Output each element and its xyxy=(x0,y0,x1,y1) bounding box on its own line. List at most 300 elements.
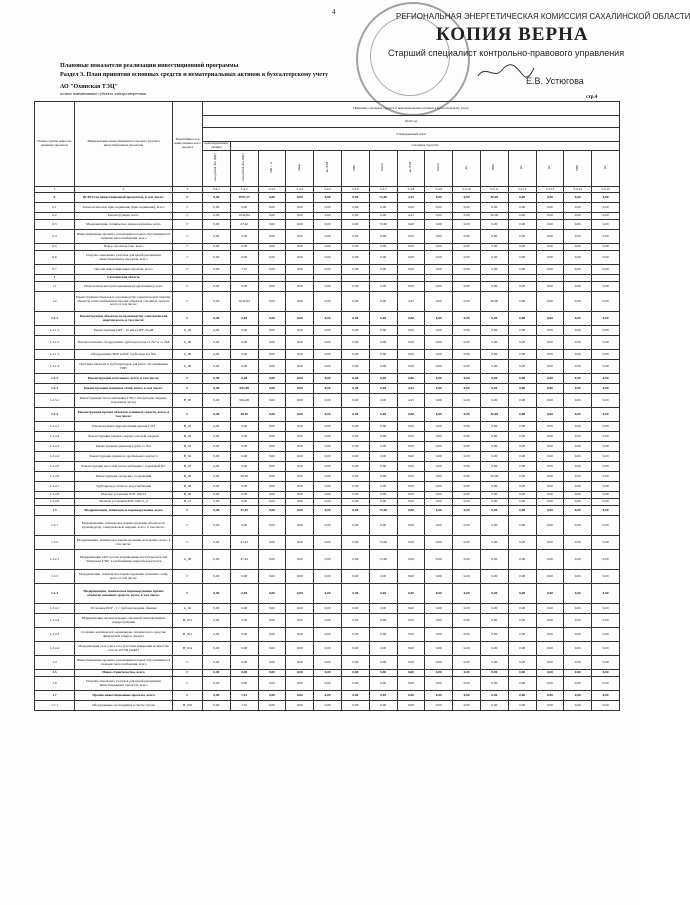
row-value: 0,00 xyxy=(286,656,314,670)
header-intangible: нематериальные активы xyxy=(203,142,231,151)
row-value: 47,42 xyxy=(230,536,258,550)
row-value: 0,00 xyxy=(425,462,453,472)
row-value: 0,00 xyxy=(425,452,453,462)
row-value: 0,00 xyxy=(286,506,314,516)
row-value: 0,00 xyxy=(592,499,620,506)
row-project-id: Г xyxy=(173,677,203,691)
row-value: 0,00 xyxy=(230,360,258,374)
row-value: 0,00 xyxy=(397,220,425,230)
row-value: 0,00 xyxy=(314,350,342,360)
row-project-id: Г xyxy=(173,193,203,203)
row-value: 0,00 xyxy=(286,312,314,326)
column-index: 5.4.1 xyxy=(203,187,231,193)
header-unit-label: МВт xyxy=(352,164,357,171)
row-project-name: Установка РОУ - 1 с трубопроводами обвязки xyxy=(75,604,173,614)
row-value: 994,48 xyxy=(230,394,258,408)
row-value: 0,00 xyxy=(480,506,508,516)
table-row xyxy=(35,677,620,691)
row-value: 0,00 xyxy=(258,350,286,360)
row-value: 0,00 xyxy=(425,312,453,326)
row-project-id: H_02 xyxy=(173,422,203,432)
row-value: 0,00 xyxy=(480,482,508,492)
row-project-id: G_06 xyxy=(173,350,203,360)
row-value: 0,00 xyxy=(286,213,314,220)
table-row xyxy=(35,536,620,550)
row-number: 1.3.1 xyxy=(35,516,75,536)
row-value: 0,00 xyxy=(286,584,314,604)
row-project-id: Г xyxy=(173,312,203,326)
table-row xyxy=(35,394,620,408)
row-value: 0,00 xyxy=(592,360,620,374)
row-value: 0,00 xyxy=(564,265,592,275)
row-value: 0,00 xyxy=(369,422,397,432)
column-index: 5.4.6 xyxy=(341,187,369,193)
row-value: 0,00 xyxy=(564,230,592,244)
row-value: 0,00 xyxy=(341,422,369,432)
row-value: 0,00 xyxy=(480,326,508,336)
row-value: 4,25 xyxy=(397,394,425,408)
header-unit-1 xyxy=(203,151,231,187)
row-value: 0,00 xyxy=(341,452,369,462)
header-unit-label: МВА xyxy=(491,164,496,171)
table-row xyxy=(35,374,620,384)
row-value: 0,00 xyxy=(369,230,397,244)
row-value: 0,00 xyxy=(564,482,592,492)
row-value: 0,00 xyxy=(230,656,258,670)
column-index: 5.4.2 xyxy=(230,187,258,193)
header-unit-15 xyxy=(592,151,620,187)
row-project-name: Реконструкция тепловых сетей, всего, в том числе: xyxy=(75,384,173,394)
row-value: 0,00 xyxy=(397,265,425,275)
row-value: 4,25 xyxy=(397,384,425,394)
row-value: 0,00 xyxy=(286,336,314,350)
row-value: 0,00 xyxy=(592,442,620,452)
row-value: 0,00 xyxy=(341,462,369,472)
document-heading: Плановые показатели реализации инвестиционной программы xyxy=(60,62,239,69)
row-value: 0,00 xyxy=(425,584,453,604)
row-value: 0,00 xyxy=(258,220,286,230)
row-project-id: H_03 xyxy=(173,442,203,452)
row-value: 0,00 xyxy=(592,244,620,251)
row-value: 0,00 xyxy=(203,220,231,230)
row-value: 48,36 xyxy=(230,408,258,422)
header-unit-6 xyxy=(341,151,369,187)
row-value: 0,00 xyxy=(536,642,564,656)
row-value: 0,00 xyxy=(203,536,231,550)
row-value: 0,00 xyxy=(453,701,481,711)
row-value: 0,00 xyxy=(203,350,231,360)
row-project-id: H_02 xyxy=(173,432,203,442)
row-value: 0,00 xyxy=(592,584,620,604)
row-value: 0,00 xyxy=(564,350,592,360)
row-value: 0,00 xyxy=(480,614,508,628)
row-value: 0,00 xyxy=(397,614,425,628)
row-value: 0,00 xyxy=(536,691,564,701)
column-index: 5.4.15 xyxy=(592,187,620,193)
row-value: 0,00 xyxy=(536,506,564,516)
row-value: 0,00 xyxy=(203,506,231,516)
row-value: 0,00 xyxy=(314,326,342,336)
row-project-name: Модернизация систем пожарно-охранной сигнализации и пожаротушения xyxy=(75,614,173,628)
row-value: 0,00 xyxy=(536,336,564,350)
row-value: 0,00 xyxy=(369,394,397,408)
row-value: 0,00 xyxy=(286,516,314,536)
row-value: 0,00 xyxy=(536,550,564,570)
row-value: 0,00 xyxy=(369,432,397,442)
row-value: 0,00 xyxy=(258,422,286,432)
row-value: 0,00 xyxy=(592,472,620,482)
row-project-id: Г xyxy=(173,230,203,244)
row-value: 0,00 xyxy=(341,384,369,394)
row-value: 0,00 xyxy=(508,213,536,220)
row-value: 0,00 xyxy=(425,193,453,203)
table-row xyxy=(35,584,620,604)
row-value: 0,00 xyxy=(453,584,481,604)
row-value: 0,00 xyxy=(536,193,564,203)
row-value: 0,00 xyxy=(480,265,508,275)
header-unit-5 xyxy=(314,151,342,187)
row-value: 0,00 xyxy=(480,691,508,701)
row-value: 0,00 xyxy=(425,691,453,701)
row-value: 0,00 xyxy=(203,244,231,251)
row-value: 0,00 xyxy=(341,244,369,251)
table-row xyxy=(35,432,620,442)
row-value: 0,00 xyxy=(564,193,592,203)
row-value: 0,00 xyxy=(453,374,481,384)
row-value: 0,00 xyxy=(341,536,369,550)
row-project-id: Г xyxy=(173,244,203,251)
row-value: 0,00 xyxy=(564,326,592,336)
row-value: 0,00 xyxy=(314,220,342,230)
table-row xyxy=(35,604,620,614)
row-value: 0,00 xyxy=(536,628,564,642)
row-value: 0,00 xyxy=(369,408,397,422)
row-value: 0,00 xyxy=(536,482,564,492)
row-value: 0,00 xyxy=(397,656,425,670)
row-value: 0,00 xyxy=(453,656,481,670)
organization-caption: полное наименование субъекта электроэнергетики xyxy=(60,91,147,96)
row-value: 0,00 xyxy=(286,677,314,691)
column-index: 5.4.14 xyxy=(564,187,592,193)
row-project-id: H_013 xyxy=(173,628,203,642)
row-project-id: H_04 xyxy=(173,452,203,462)
row-value: 0,00 xyxy=(397,628,425,642)
row-value: 0,00 xyxy=(536,244,564,251)
table-row xyxy=(35,213,620,220)
table-row xyxy=(35,244,620,251)
table-row xyxy=(35,701,620,711)
row-value xyxy=(508,275,536,282)
row-value: 0,00 xyxy=(258,292,286,312)
row-value: 0,00 xyxy=(453,422,481,432)
row-value: 0,00 xyxy=(425,220,453,230)
row-value xyxy=(314,275,342,282)
row-project-name: Реконструкция, всего xyxy=(75,213,173,220)
row-value: 0,00 xyxy=(203,472,231,482)
row-value: 0,00 xyxy=(425,326,453,336)
header-plan: Утвержденный план xyxy=(203,128,620,142)
row-value: 0,00 xyxy=(592,193,620,203)
row-project-name: Монтаж установки РОУ 100/13_2 xyxy=(75,499,173,506)
row-value: 0,00 xyxy=(286,384,314,394)
row-value: 0,00 xyxy=(369,499,397,506)
row-number: 1.3.4.4 xyxy=(35,642,75,656)
table-row xyxy=(35,452,620,462)
row-number: 1.2.4 xyxy=(35,408,75,422)
row-value: 0,00 xyxy=(564,614,592,628)
row-value: 0,00 xyxy=(564,422,592,432)
row-value: 0,00 xyxy=(453,536,481,550)
row-value: 0,00 xyxy=(480,628,508,642)
row-value: 0,00 xyxy=(564,384,592,394)
row-value: 0,00 xyxy=(592,536,620,550)
row-value: 0,00 xyxy=(508,312,536,326)
row-value: 0,00 xyxy=(230,614,258,628)
row-value: 0,00 xyxy=(425,422,453,432)
stamp-title: КОПИЯ ВЕРНА xyxy=(436,24,589,45)
row-value: 0,00 xyxy=(258,642,286,656)
row-value: 0,00 xyxy=(230,203,258,213)
row-value: 72,60 xyxy=(369,193,397,203)
row-value: 0,00 xyxy=(425,360,453,374)
row-value: 0,00 xyxy=(425,251,453,265)
row-value: 0,00 xyxy=(286,442,314,452)
row-value: 47,42 xyxy=(230,506,258,516)
row-value: 0,00 xyxy=(314,656,342,670)
row-value: 0,00 xyxy=(564,432,592,442)
row-value: 0,00 xyxy=(536,462,564,472)
header-group-number: Номер группы инвести-ционных проектов xyxy=(35,102,75,187)
row-value: 0,00 xyxy=(203,462,231,472)
row-value: 0,00 xyxy=(536,251,564,265)
row-value: 0,00 xyxy=(425,282,453,292)
row-value: 0,00 xyxy=(258,492,286,499)
row-value: 0,00 xyxy=(230,604,258,614)
row-value: 0,00 xyxy=(286,432,314,442)
header-unit-13 xyxy=(536,151,564,187)
row-value: 1097,27 xyxy=(230,193,258,203)
row-value: 0,00 xyxy=(341,614,369,628)
header-unit-label: шт. xyxy=(547,165,551,170)
column-index: 2 xyxy=(75,187,173,193)
row-value: 0,00 xyxy=(536,516,564,536)
row-value: 0,00 xyxy=(230,670,258,677)
row-value: 0,00 xyxy=(258,374,286,384)
row-project-name: Покупка земельных участков для целей реализации инвестиционных проектов, всего xyxy=(75,677,173,691)
row-number: 0.3 xyxy=(35,220,75,230)
row-value: 0,00 xyxy=(536,350,564,360)
row-value: 0,00 xyxy=(480,656,508,670)
table-row xyxy=(35,265,620,275)
row-value: 0,00 xyxy=(480,394,508,408)
row-value: 0,00 xyxy=(369,384,397,394)
table-row xyxy=(35,282,620,292)
row-value: 0,00 xyxy=(508,677,536,691)
row-number: 1 xyxy=(35,275,75,282)
row-value: 0,00 xyxy=(564,408,592,422)
header-unit-14 xyxy=(564,151,592,187)
row-value: 0,00 xyxy=(341,326,369,336)
section-heading: Раздел 3. План принятия основных средств и нематериальных активов к бухгалтерскому учету xyxy=(60,71,329,78)
row-value: 0,00 xyxy=(341,550,369,570)
row-value: 0,00 xyxy=(508,570,536,584)
header-unit-label: км ЛЭП xyxy=(324,162,329,173)
row-value: 0,00 xyxy=(508,482,536,492)
row-value: 0,00 xyxy=(258,482,286,492)
row-value: 0,00 xyxy=(286,360,314,374)
row-project-id: Г xyxy=(173,203,203,213)
row-value: 0,00 xyxy=(453,336,481,350)
row-value: 0,00 xyxy=(258,472,286,482)
row-number: 1.2.4.5 xyxy=(35,462,75,472)
form-label: стр.4 xyxy=(586,95,598,100)
row-value: 0,00 xyxy=(592,691,620,701)
table-row xyxy=(35,360,620,374)
row-project-name: Покупка земельных участков для целей реализации инвестиционных проектов, всего xyxy=(75,251,173,265)
table-row xyxy=(35,492,620,499)
header-unit-label: МВт xyxy=(574,164,579,171)
row-value: 0,00 xyxy=(203,265,231,275)
row-value: 0,00 xyxy=(286,614,314,628)
row-value: 0,00 xyxy=(425,213,453,220)
table-row xyxy=(35,472,620,482)
row-project-name: Реконструкция гидроизоляции кровли ГЭЦ xyxy=(75,422,173,432)
row-value: 0,00 xyxy=(369,628,397,642)
table-row xyxy=(35,628,620,642)
row-value: 0,00 xyxy=(425,506,453,516)
row-value: 0,00 xyxy=(369,691,397,701)
row-value: 0,00 xyxy=(480,516,508,536)
header-unit-10 xyxy=(453,151,481,187)
row-value: 0,00 xyxy=(314,701,342,711)
row-value: 0,00 xyxy=(314,213,342,220)
row-project-name: Вспомогательное оборудование турбоагрегатов ст. №7 и ст. №8 xyxy=(75,336,173,350)
row-value: 0,00 xyxy=(314,203,342,213)
row-value: 0,00 xyxy=(508,506,536,516)
row-value: 0,00 xyxy=(203,442,231,452)
row-value: 0,00 xyxy=(564,550,592,570)
row-value: 0,00 xyxy=(480,220,508,230)
row-value: 0,00 xyxy=(564,677,592,691)
row-value: 0,00 xyxy=(203,642,231,656)
row-value: 0,00 xyxy=(369,203,397,213)
row-value: 0,00 xyxy=(508,614,536,628)
row-value: 0,00 xyxy=(453,230,481,244)
row-project-name: Модернизация узла учета газа (Система измерения количества газа на ОТЭЦ СИКГ) xyxy=(75,642,173,656)
row-value: 0,00 xyxy=(341,312,369,326)
row-value: 0,00 xyxy=(286,350,314,360)
row-value: 7,01 xyxy=(230,265,258,275)
row-value: 0,00 xyxy=(203,422,231,432)
row-value: 0,00 xyxy=(480,670,508,677)
row-value: 0,00 xyxy=(508,220,536,230)
row-value: 0,00 xyxy=(203,432,231,442)
row-value: 0,00 xyxy=(453,394,481,408)
row-value: 0,00 xyxy=(480,251,508,265)
row-number: 1.2.1.1 xyxy=(35,326,75,336)
row-value: 0,00 xyxy=(314,312,342,326)
row-value: 0,00 xyxy=(564,506,592,516)
row-value: 0,00 xyxy=(258,193,286,203)
row-value: 0,00 xyxy=(508,656,536,670)
row-value: 0,00 xyxy=(564,604,592,614)
row-value: 0,00 xyxy=(592,251,620,265)
header-project-name: Наименование инвестиционного проекта (группы инвестиционных проектов) xyxy=(75,102,173,187)
header-unit-4 xyxy=(286,151,314,187)
row-value: 0,00 xyxy=(564,203,592,213)
row-value: 0,00 xyxy=(258,604,286,614)
row-value: 0,00 xyxy=(341,408,369,422)
row-value: 0,00 xyxy=(369,251,397,265)
row-value: 0,00 xyxy=(258,677,286,691)
row-value: 0,00 xyxy=(453,462,481,472)
row-value: 0,00 xyxy=(341,394,369,408)
row-value: 0,00 xyxy=(369,614,397,628)
stamp-position: Старший специалист контрольно-правового управления xyxy=(388,48,625,58)
row-value: 0,00 xyxy=(258,691,286,701)
row-value: 0,00 xyxy=(314,408,342,422)
row-value: 0,00 xyxy=(314,462,342,472)
organization-name: АО "Охинская ТЭЦ" xyxy=(60,84,118,90)
row-value: 0,00 xyxy=(230,244,258,251)
row-project-name: Технологическое присоединение (подключение), всего xyxy=(75,282,173,292)
row-value: 0,00 xyxy=(508,628,536,642)
row-value: 50,00 xyxy=(480,408,508,422)
row-value: 0,00 xyxy=(369,292,397,312)
row-value: 0,00 xyxy=(230,570,258,584)
row-project-id: Г xyxy=(173,374,203,384)
row-value: 4,25 xyxy=(397,193,425,203)
row-value: 0,00 xyxy=(536,677,564,691)
row-value: 0,00 xyxy=(480,677,508,691)
row-value: 0,00 xyxy=(480,604,508,614)
row-value: 0,00 xyxy=(564,499,592,506)
row-value: 0,00 xyxy=(369,584,397,604)
row-value: 0,00 xyxy=(258,265,286,275)
row-value: 0,00 xyxy=(397,570,425,584)
row-value: 0,00 xyxy=(536,701,564,711)
row-value: 0,00 xyxy=(508,384,536,394)
header-year: 2020 год xyxy=(203,116,620,128)
row-value: 0,00 xyxy=(592,516,620,536)
row-value: 0,00 xyxy=(592,482,620,492)
row-project-id: G_04 xyxy=(173,604,203,614)
row-value: 0,00 xyxy=(480,452,508,462)
row-value: 72,60 xyxy=(369,220,397,230)
row-value: 0,00 xyxy=(536,384,564,394)
row-value: 0,00 xyxy=(397,326,425,336)
row-value: 994,48 xyxy=(230,384,258,394)
row-value xyxy=(592,275,620,282)
row-value: 0,00 xyxy=(592,701,620,711)
column-index: 5.4.9 xyxy=(425,187,453,193)
row-value: 0,00 xyxy=(314,628,342,642)
row-value: 0,00 xyxy=(258,701,286,711)
row-value: 0,00 xyxy=(314,244,342,251)
row-number: 1.2.4.9 xyxy=(35,499,75,506)
row-value: 0,00 xyxy=(258,213,286,220)
row-value: 0,00 xyxy=(592,570,620,584)
row-value: 0,00 xyxy=(564,570,592,584)
row-value: 0,00 xyxy=(508,691,536,701)
row-project-id: H_014 xyxy=(173,642,203,656)
row-value: 0,00 xyxy=(286,492,314,499)
table-row xyxy=(35,499,620,506)
row-value: 0,00 xyxy=(286,452,314,462)
row-value: 0,00 xyxy=(341,360,369,374)
row-value: 0,00 xyxy=(286,265,314,275)
row-value: 0,00 xyxy=(230,584,258,604)
